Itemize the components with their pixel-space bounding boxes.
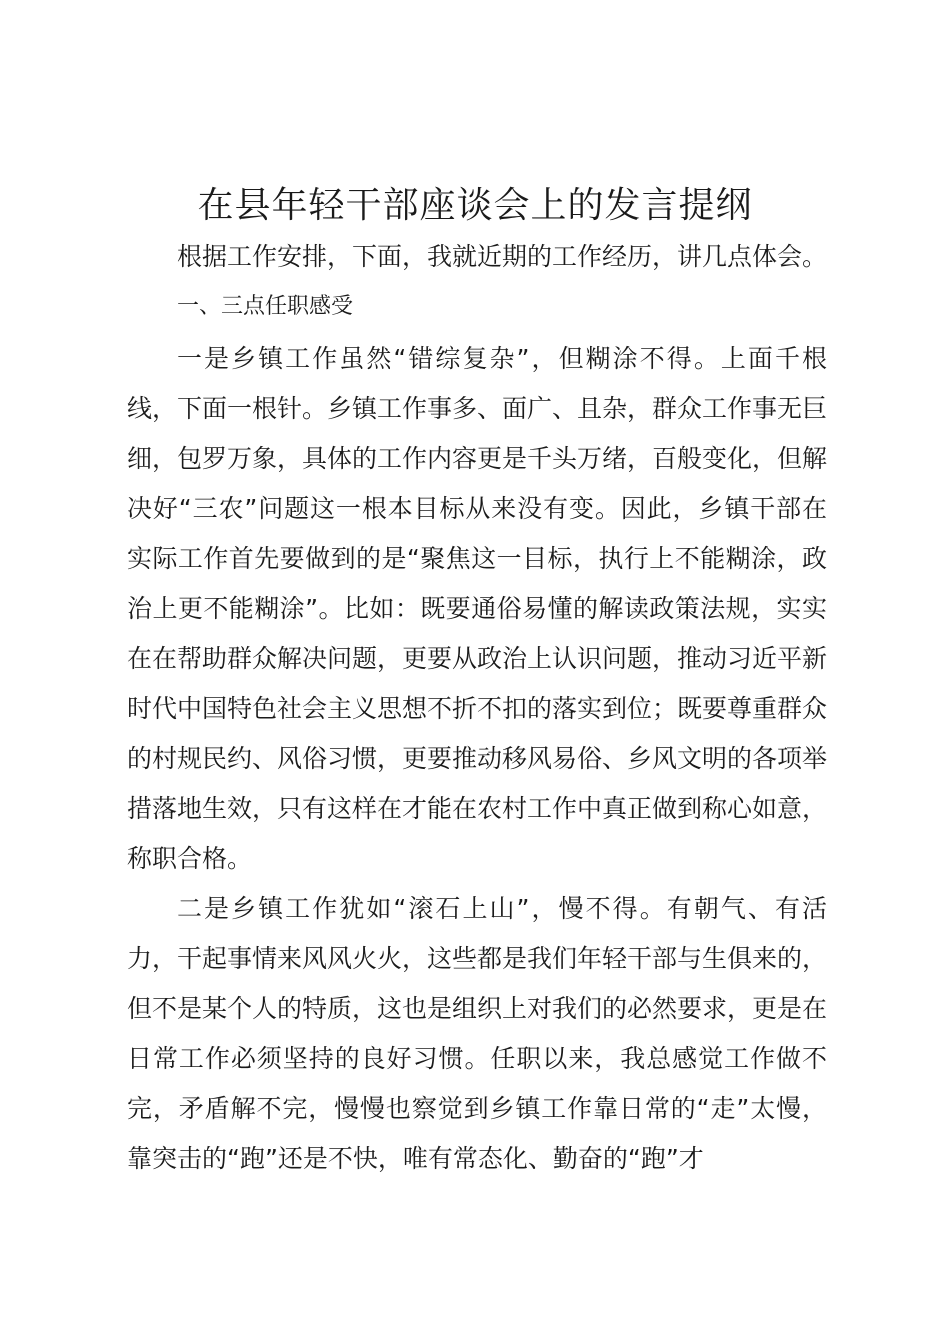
- body-paragraph-2: 二是乡镇工作犹如“滚石上山”，慢不得。有朝气、有活力，干起事情来风风火火，这些都是我们年轻干部与生俱来的，但不是某个人的特质，这也是组织上对我们的必然要求，更是在日常工作必须坚持的良好习惯。任职以来，我总感觉工作做不完，矛盾解不完，慢慢也察觉到乡镇工作靠日常的“走”太慢，靠突击的“跑”还是不快，唯有常态化、勤奋的“跑”才: [127, 894, 828, 1173]
- document-title: 在县年轻干部座谈会上的发言提纲: [197, 185, 753, 226]
- body-paragraph-1: 一是乡镇工作虽然“错综复杂”，但糊涂不得。上面千根线，下面一根针。乡镇工作事多、面广、且杂，群众工作事无巨细，包罗万象，具体的工作内容更是千头万绪，百般变化，但解决好“三农”问题这一根本目标从来没有变。因此，乡镇干部在实际工作首先要做到的是“聚焦这一目标，执行上不能糊涂，政治上更不能糊涂”。比如：既要通俗易懂的解读政策法规，实实在在帮助群众解决问题，更要从政治上认识问题，推动习近平新时代中国特色社会主义思想不折不扣的落实到位；既要尊重群众的村规民约、风俗习惯，更要推动移风易俗、乡风文明的各项举措落地生效，只有这样在才能在农村工作中真正做到称心如意，称职合格。: [127, 344, 828, 873]
- document-body: [127, 232, 827, 1184]
- intro-paragraph: 根据工作安排，下面，我就近期的工作经历，讲几点体会。: [177, 242, 828, 271]
- section-heading: 一、三点任职感受: [177, 294, 354, 319]
